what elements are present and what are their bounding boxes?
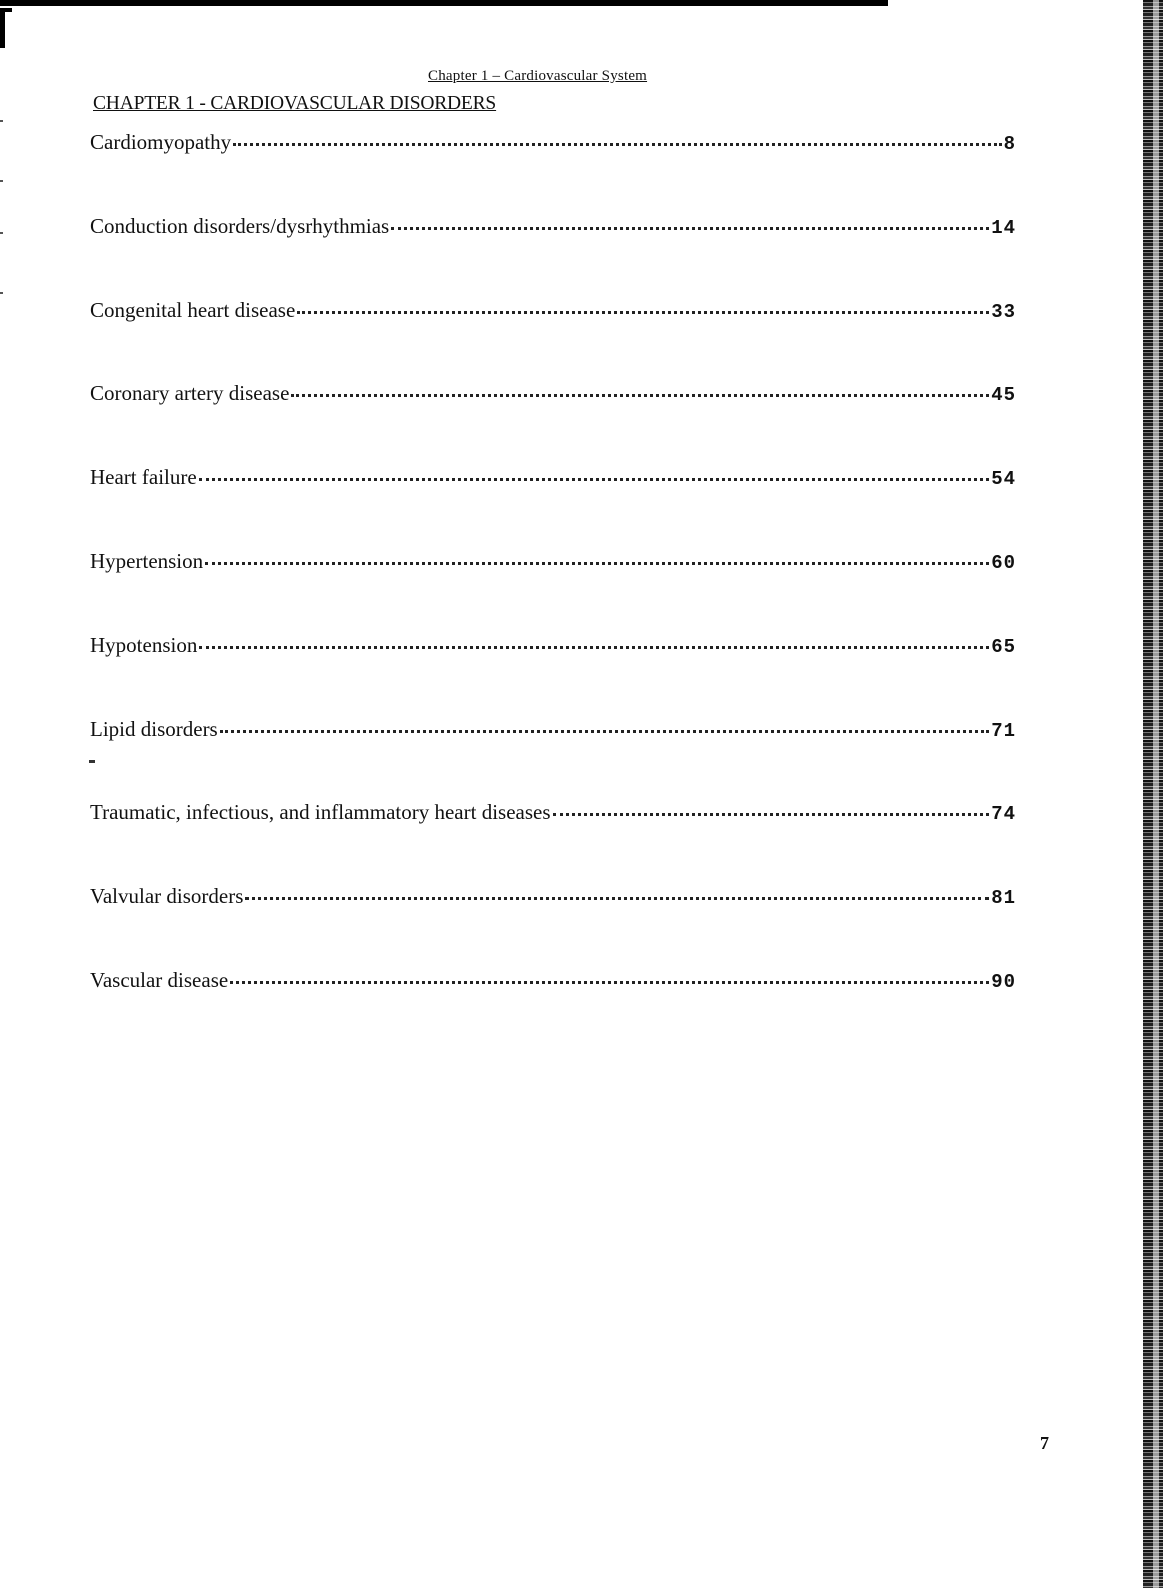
toc-entry (90, 717, 1016, 801)
toc-entry (90, 130, 1016, 214)
toc-entry (90, 800, 1016, 884)
toc-dot-leader (199, 478, 990, 481)
scan-right-edge (1143, 0, 1163, 1588)
toc-entry-page: 74 (991, 803, 1016, 826)
toc-dot-leader (245, 897, 989, 900)
toc-entry-title: Hypertension (90, 548, 204, 573)
toc-entry (90, 884, 1016, 968)
toc-entry-title: Congenital heart disease (90, 297, 296, 322)
toc-dot-leader (553, 813, 990, 816)
toc-entry-page: 14 (991, 216, 1016, 239)
toc-entry-page: 65 (991, 635, 1016, 658)
toc-entry (90, 214, 1016, 298)
toc-dot-leader (230, 981, 989, 984)
toc-entry-page: 71 (991, 719, 1016, 742)
toc-entry (90, 633, 1016, 717)
table-of-contents (90, 130, 1016, 1052)
toc-entry-title: Lipid disorders (90, 716, 218, 741)
toc-entry (90, 549, 1016, 633)
scan-margin-mark (0, 232, 3, 234)
chapter-title: CHAPTER 1 - CARDIOVASCULAR DISORDERS (93, 93, 497, 114)
scan-corner-mark (0, 8, 5, 48)
toc-dot-leader (199, 646, 989, 649)
toc-entry-title: Heart failure (90, 465, 197, 490)
toc-entry-page: 60 (991, 551, 1016, 574)
toc-entry-page: 90 (991, 970, 1016, 993)
scan-margin-mark (0, 180, 3, 182)
scan-margin-mark (0, 120, 3, 122)
toc-dot-leader (391, 227, 989, 230)
toc-entry-title: Hypotension (90, 632, 198, 657)
toc-dot-leader (205, 562, 989, 565)
toc-entry-title: Valvular disorders (90, 884, 244, 909)
toc-entry-page: 81 (991, 887, 1016, 910)
toc-dot-leader (220, 730, 989, 733)
toc-entry-page: 33 (991, 300, 1016, 323)
toc-dot-leader (297, 311, 989, 314)
toc-entry-page: 8 (1003, 133, 1016, 155)
toc-dot-leader (291, 394, 989, 397)
toc-entry-title: Traumatic, infectious, and inflammatory heart diseases (90, 800, 551, 825)
toc-entry-title: Coronary artery disease (90, 381, 290, 406)
toc-entry (90, 381, 1016, 465)
toc-entry-title: Cardiomyopathy (90, 130, 232, 154)
toc-entry (90, 298, 1016, 382)
toc-entry-page: 45 (991, 384, 1016, 407)
toc-entry (90, 968, 1016, 1052)
page-number: 7 (1040, 1433, 1049, 1453)
scan-top-rule (0, 0, 888, 6)
scan-margin-mark (0, 292, 3, 294)
toc-entry-title: Vascular disease (90, 967, 229, 992)
toc-entry-page: 54 (991, 468, 1016, 491)
toc-dot-leader (233, 143, 1001, 146)
toc-entry-title: Conduction disorders/dysrhythmias (90, 213, 390, 238)
toc-entry (90, 465, 1016, 549)
running-header: Chapter 1 – Cardiovascular System (428, 68, 648, 84)
